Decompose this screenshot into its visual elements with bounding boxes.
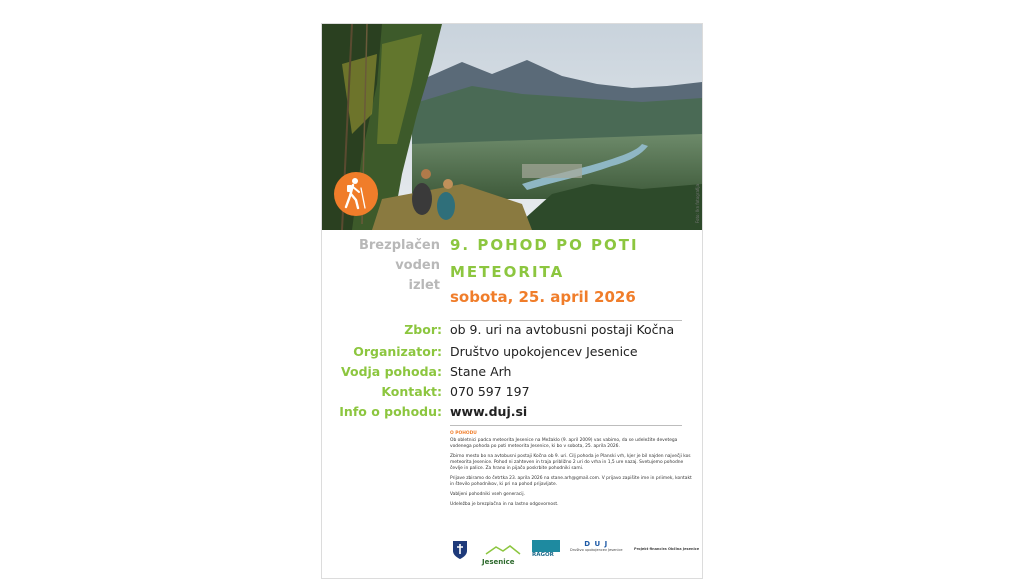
detail-key: Kontakt: [381, 384, 442, 399]
shield-icon [452, 540, 468, 560]
detail-key: Zbor: [404, 322, 442, 337]
description-paragraph: Zbirno mesto bo na avtobusni postaji Kočna ob 9. uri. Cilj pohoda je Planski vrh, kjer je bil najden največji kos meteorita Jesenice. Pohod ni zahteven in traja približno 2 uri do vrha in 1,5 ure nazaj. Svetujemo pohodne čevlje in palice. Za hrano in pijačo poskrbite pohodniki sami. [450, 454, 691, 471]
detail-value: Društvo upokojencev Jesenice [450, 344, 638, 359]
description-paragraph: Ob obletnici padca meteorita Jesenice na Mežaklo (9. april 2009) vas vabimo, da se udeležite devetega vodenega pohoda po poti meteorita Jesenice, ki bo v sobota, 25. aprila 2026. [450, 438, 678, 449]
photo-credit: Foto: Ikn fotografija [695, 184, 700, 224]
duj-logo-text: D U J [584, 540, 609, 548]
description-paragraph: Prijave zbiramo do četrtka 23. aprila 2026 na stane.arh@gmail.com. V prijavo zapišite ime in priimek, kontakt in število pohodnikov, ki pri na pohod prijavljate. [450, 476, 692, 487]
detail-row-zbor [322, 322, 702, 342]
side-title [350, 236, 440, 296]
website-link[interactable]: www.duj.si [450, 404, 528, 419]
event-description [450, 431, 695, 512]
title-line: 9. POHOD PO POTI [450, 236, 639, 254]
hero-photo [322, 24, 702, 230]
description-paragraph: Vabljeni pohodniki vseh generacij. [450, 492, 526, 497]
divider [450, 320, 682, 321]
event-date: sobota, 25. april 2026 [450, 288, 636, 306]
detail-row-organizator [322, 344, 702, 364]
sponsor-logos [450, 540, 700, 564]
detail-row-kontakt [322, 384, 702, 404]
jesenice-logo [482, 540, 524, 566]
divider [450, 425, 682, 426]
event-title [450, 232, 690, 286]
financer-note: Projekt financira Občina Jesenice [634, 547, 700, 551]
jesenice-logo-text: Jesenice [482, 558, 515, 566]
ragor-logo-text: RAGOR [532, 552, 554, 558]
detail-key: Organizator: [353, 344, 442, 359]
duj-logo [570, 540, 623, 552]
mountain-mark-icon [482, 545, 524, 555]
side-title-line: izlet [408, 278, 440, 293]
coat-of-arms-logo [452, 540, 468, 564]
duj-logo-subtitle: Društvo upokojencev Jesenice [570, 548, 623, 552]
title-line: METEORITA [450, 263, 565, 281]
mountain-landscape-image [322, 24, 702, 230]
ragor-logo [532, 540, 560, 558]
detail-value: Stane Arh [450, 364, 512, 379]
description-heading: O POHODU [450, 431, 477, 436]
side-title-line: Brezplačen [358, 238, 440, 253]
detail-key: Vodja pohoda: [340, 364, 442, 379]
detail-value: 070 597 197 [450, 384, 530, 399]
description-paragraph: Udeležba je brezplačna in na lastno odgovornost. [450, 502, 559, 507]
detail-row-vodja [322, 364, 702, 384]
side-title-line: voden [395, 258, 440, 273]
detail-row-info [322, 404, 702, 424]
event-poster [321, 23, 703, 579]
detail-value: ob 9. uri na avtobusni postaji Kočna [450, 322, 675, 337]
detail-key: Info o pohodu: [339, 404, 442, 419]
ragor-mark-icon [532, 540, 560, 552]
